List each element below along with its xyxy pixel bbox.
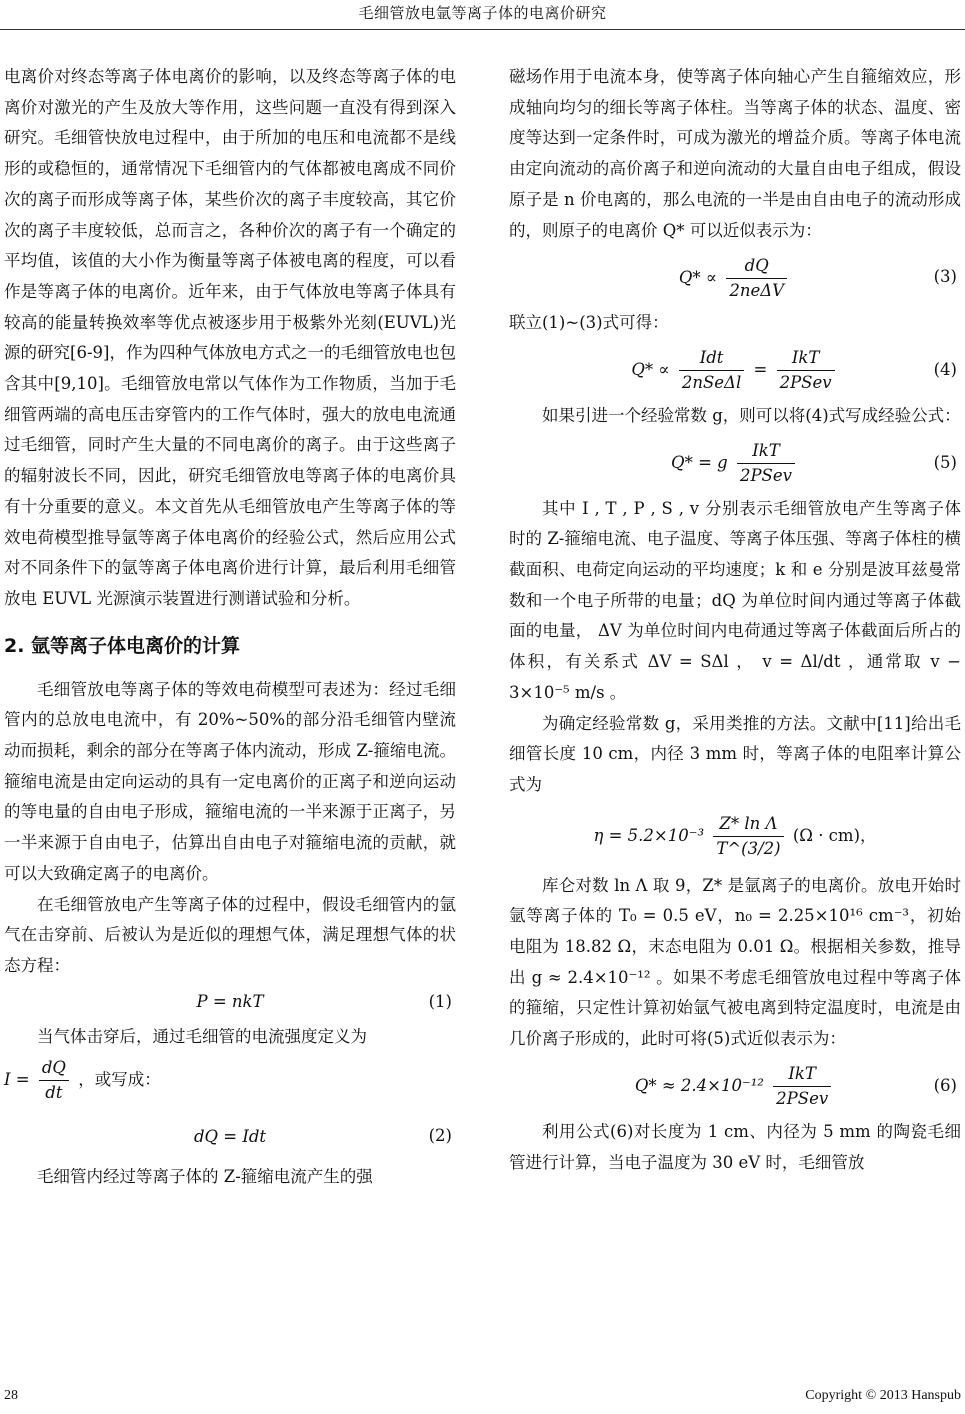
equation-resistivity: η = 5.2×10⁻³ $\frac{\text{Z* ln Λ}}{T\^{}(3/2)}$ (Ω · cm)，: [593, 814, 877, 859]
inline-current-definition: I = $\frac{dQ}{dt}$ ，或写成：: [4, 1058, 161, 1103]
paragraph: 在毛细管放电产生等离子体的过程中，假设毛细管内的氩气在击穿前、后被认为是近似的理想气体，满足理想气体的状态方程：: [4, 894, 456, 975]
page-footer: [0, 1388, 965, 1410]
equation-1: P = nkT (1): [196, 991, 452, 1012]
paragraph: 电离价对终态等离子体电离价的影响，以及终态等离子体的电离价对激光的产生及放大等作用，这些问题一直没有得到深入研究。毛细管快放电过程中，由于所加的电压和电流都不是线形的或稳恒的，通常情况下毛细管内的气体都被电离成不同价次的离子而形成等离子体，某些价次的离子丰度较高，其它价次的离子丰度较低，总而言之，各种价次的离子有一个确定的平均值，该值的大小作为衡量等离子体被电离的程度，可以看作是等离子体的电离价。近年来，由于气体放电等离子体具有较高的能量转换效率等优点被逐步用于极紫外光刻(EUVL)光源的研究[6-9]，作为四种气体放电方式之一的毛细管放电也包含其中[9,10]。毛细管放电常以气体作为工作物质，当加于毛细管两端的高电压击穿管内的工作气体时，强大的放电电流通过毛细管，同时产生大量的不同电离价的离子。由于这些离子的辐射波长不同，因此，研究毛细管放电等离子体的电离价具有十分重要的意义。本文首先从毛细管放电产生等离子体的等效电荷模型推导氩等离子体电离价的经验公式，然后应用公式对不同条件下的氩等离子体电离价进行计算，最后利用毛细管放电 EUVL 光源演示装置进行测谱试验和分析。: [4, 67, 456, 608]
equation-3: Q* ∝ $\frac{dQ}{\text{2neΔV}}$ (3): [678, 255, 957, 300]
paragraph: 毛细管放电等离子体的等效电荷模型可表述为：经过毛细管内的总放电电流中，有 20%~50%的部分沿毛细管内壁流动而损耗，剩余的部分在等离子体内流动，形成 Z-箍缩电流。箍缩电流是由定向运动的具有一定电离价的正离子和逆向运动的等电量的自由电子形成，箍缩电流的一半来源于正离子，另一半来源于自由电子，估算出自由电子对箍缩电流的贡献，就可以大致确定离子的电离价。: [4, 679, 456, 883]
equation-5: Q* = g $\frac{\text{IkT}}{\text{2PSev}}$ (5): [671, 441, 957, 486]
paragraph: 为确定经验常数 g，采用类推的方法。文献中[11]给出毛细管长度 10 cm，内径 3 mm 时，等离子体的电阻率计算公式为: [509, 713, 961, 794]
equation-6: Q* ≈ 2.4×10⁻¹² $\frac{\text{IkT}}{\text{2PSev}}$ (6): [634, 1064, 957, 1109]
paragraph: 其中 I , T , P , S , v 分别表示毛细管放电产生等离子体时的 Z-箍缩电流、电子温度、等离子体压强、等离子体柱的横截面积、电荷定向运动的平均速度；k 和 e 分别是波耳兹曼常数和一个电子所带的电量；dQ 为单位时间内通过等离子体截面的电量， ΔV 为单位时间内电荷通过等离子体截面后所占的体积，有关系式 ΔV = SΔl ， v = Δl/dt ，通常取 v − 3×10⁻⁵ m/s 。: [509, 498, 961, 702]
paragraph: 如果引进一个经验常数 g，则可以将(4)式写成经验公式：: [542, 405, 961, 425]
section-heading: 2. 氩等离子体电离价的计算: [4, 634, 241, 657]
equation-2: dQ = Idt (2): [193, 1126, 452, 1146]
copyright: Copyright © 2013 Hanspub: [805, 1388, 961, 1403]
page-number: 28: [4, 1388, 18, 1403]
paragraph: 库仑对数 ln Λ 取 9，Z* 是氩离子的电离价。放电开始时氩等离子体的 T₀ = 0.5 eV，n₀ = 2.25×10¹⁶ cm⁻³，初始电阻为 18.82 Ω，末态电阻为 0.01 Ω。根据相关参数，推导出 g ≈ 2.4×10⁻¹² 。如果不考虑毛细管放电过程中等离子体的箍缩，只定性计算初始氩气被电离到特定温度时，电流是由几价离子形成的，此时可将(5)式近似表示为：: [509, 875, 961, 1049]
equation-4: Q* ∝ $\frac{\text{Idt}}{\text{2nSeΔl}}$ = $\frac{\text{IkT}}{\text{2PSev}}$ (4): [631, 348, 957, 393]
header-rule: [0, 29, 965, 30]
left-column: [4, 62, 456, 1193]
right-column: [509, 62, 961, 1178]
paragraph: 利用公式(6)对长度为 1 cm、内径为 5 mm 的陶瓷毛细管进行计算，当电子温度为 30 eV 时，毛细管放: [509, 1121, 961, 1172]
paragraph: 毛细管内经过等离子体的 Z-箍缩电流产生的强: [37, 1167, 373, 1187]
running-header: 毛细管放电氩等离子体的电离价研究: [358, 4, 607, 22]
paragraph: 当气体击穿后，通过毛细管的电流强度定义为: [37, 1026, 367, 1046]
paragraph: 联立(1)~(3)式可得：: [509, 313, 669, 333]
paragraph: 磁场作用于电流本身，使等离子体向轴心产生自箍缩效应，形成轴向均匀的细长等离子体柱。当等离子体的状态、温度、密度等达到一定条件时，可成为激光的增益介质。等离子体电流由定向流动的高价离子和逆向流动的大量自由电子组成，假设原子是 n 价电离的，那么电流的一半是由自由电子的流动形成的，则原子的电离价 Q* 可以近似表示为：: [509, 67, 961, 240]
